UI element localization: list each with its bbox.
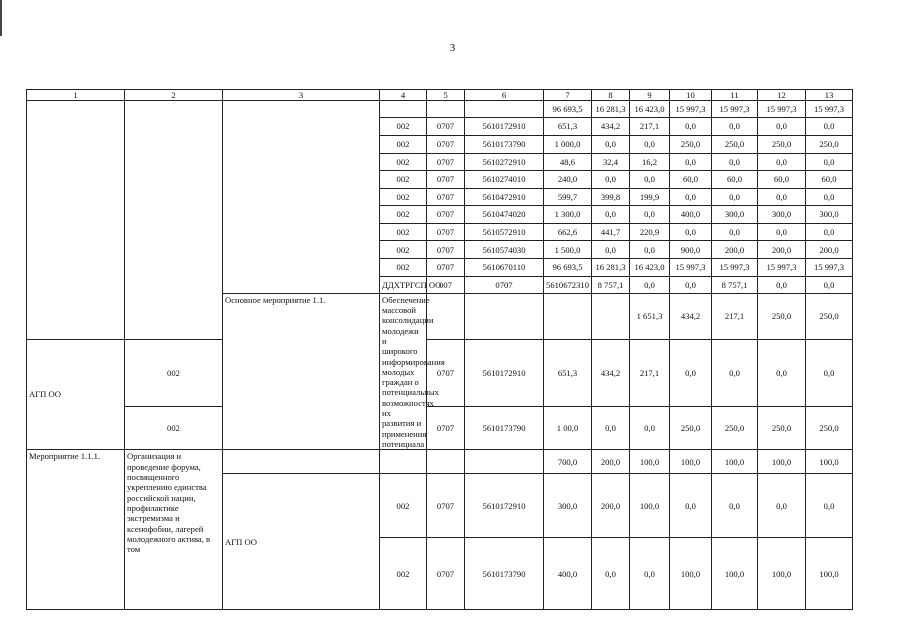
cell-value: 16 423,0 [630, 259, 670, 277]
header-col-9: 9 [630, 90, 670, 101]
cell-col-4: 002 [380, 188, 427, 206]
cell-col-6: 5610572910 [465, 223, 544, 241]
cell-value: 217,1 [630, 339, 670, 407]
cell-value: 96 693,5 [544, 101, 592, 118]
cell-value: 0,0 [670, 339, 712, 407]
cell-col-4 [465, 293, 544, 339]
cell-value: 1 000,0 [544, 135, 592, 153]
cell-value: 8 757,1 [592, 276, 630, 293]
cell-value: 60,0 [712, 171, 758, 189]
event-label: Мероприятие 1.1.1. [27, 450, 125, 610]
cell-value: 0,0 [630, 407, 670, 450]
cell-col-6: 5610173790 [465, 538, 544, 610]
cell-col-6 [592, 293, 630, 339]
cell-col-4: 002 [380, 474, 427, 538]
cell-col-5: 0707 [427, 407, 465, 450]
cell-col-5: 0707 [427, 259, 465, 277]
cell-value: 662,6 [544, 223, 592, 241]
cell-value: 0,0 [630, 538, 670, 610]
cell-value: 32,4 [592, 153, 630, 171]
cell-col-3 [223, 101, 380, 293]
cell-col-4 [380, 101, 427, 118]
cell-value: 0,0 [630, 171, 670, 189]
cell-value: 250,0 [758, 293, 806, 339]
cell-value: 0,0 [712, 188, 758, 206]
cell-value: 0,0 [592, 171, 630, 189]
cell-col-5: 0707 [465, 276, 544, 293]
page-number: 3 [449, 42, 456, 54]
header-col-2: 2 [125, 90, 223, 101]
cell-value: 399,8 [592, 188, 630, 206]
cell-col-5: 0707 [427, 153, 465, 171]
cell-value: 60,0 [806, 171, 853, 189]
cell-col-5: 0707 [427, 135, 465, 153]
cell-col-5: 0707 [427, 339, 465, 407]
cell-col-6: 5610670110 [465, 259, 544, 277]
cell-col-5 [544, 293, 592, 339]
cell-value: 0,0 [670, 474, 712, 538]
cell-value: 200,0 [712, 241, 758, 259]
table-row [27, 101, 853, 118]
scan-edge-mark [0, 0, 2, 36]
cell-value: 0,0 [758, 188, 806, 206]
cell-value: 250,0 [712, 407, 758, 450]
cell-value: 0,0 [670, 188, 712, 206]
cell-col-5 [427, 101, 465, 118]
cell-value: 651,3 [544, 339, 592, 407]
cell-value: 1 500,0 [544, 241, 592, 259]
cell-col-6: 5610172910 [465, 118, 544, 136]
cell-value: 0,0 [712, 474, 758, 538]
cell-value: 400,0 [670, 206, 712, 224]
header-col-4: 4 [380, 90, 427, 101]
header-col-10: 10 [670, 90, 712, 101]
cell-col-4: 002 [125, 407, 223, 450]
cell-col-4: 002 [380, 241, 427, 259]
cell-value: 0,0 [592, 538, 630, 610]
cell-value: 48,6 [544, 153, 592, 171]
cell-col-4: 002 [380, 153, 427, 171]
cell-col-6: 5610274010 [465, 171, 544, 189]
cell-value: 0,0 [758, 223, 806, 241]
cell-value: 0,0 [592, 135, 630, 153]
cell-col-5: 0707 [427, 223, 465, 241]
cell-value: 250,0 [670, 135, 712, 153]
cell-value: 100,0 [806, 450, 853, 474]
cell-col-5: 0707 [427, 171, 465, 189]
cell-col-1 [27, 101, 125, 339]
cell-value: 15 997,3 [670, 101, 712, 118]
cell-value: 300,0 [544, 474, 592, 538]
cell-col-4 [380, 450, 427, 474]
cell-value: 651,3 [544, 118, 592, 136]
cell-value: 0,0 [758, 474, 806, 538]
cell-value: 0,0 [806, 153, 853, 171]
cell-value: 96 693,5 [544, 259, 592, 277]
cell-col-5: 0707 [427, 206, 465, 224]
cell-value: 0,0 [806, 339, 853, 407]
cell-value: 100,0 [806, 538, 853, 610]
cell-value: 0,0 [712, 339, 758, 407]
cell-value: 1 651,3 [630, 293, 670, 339]
cell-col-4: 007 [427, 276, 465, 293]
cell-value: 15 997,3 [712, 259, 758, 277]
cell-value: 0,0 [712, 153, 758, 171]
cell-value: 60,0 [758, 171, 806, 189]
cell-value: 300,0 [806, 206, 853, 224]
cell-value: 0,0 [806, 223, 853, 241]
cell-value: 250,0 [758, 135, 806, 153]
cell-value: 100,0 [630, 474, 670, 538]
cell-value: 15 997,3 [806, 101, 853, 118]
cell-executor: АГП ОО [223, 474, 380, 610]
cell-value: 0,0 [670, 118, 712, 136]
cell-value: 0,0 [758, 153, 806, 171]
cell-value: 0,0 [806, 474, 853, 538]
header-col-5: 5 [427, 90, 465, 101]
cell-col-5: 0707 [427, 241, 465, 259]
event-description: Обеспечение массовой консолидации молодежи и широкого информирования молодых граждан о потенциальных возможностях их развития и применения потенциала [380, 293, 427, 450]
cell-value: 100,0 [630, 450, 670, 474]
table-row [27, 339, 853, 407]
cell-col-5 [427, 450, 465, 474]
cell-value: 250,0 [670, 407, 712, 450]
cell-value: 0,0 [712, 223, 758, 241]
cell-value: 0,0 [670, 153, 712, 171]
cell-value: 16 281,3 [592, 101, 630, 118]
header-col-12: 12 [758, 90, 806, 101]
cell-value: 15 997,3 [670, 259, 712, 277]
cell-value: 16,2 [630, 153, 670, 171]
cell-value: 300,0 [712, 206, 758, 224]
cell-value: 0,0 [806, 276, 853, 293]
cell-value: 0,0 [592, 407, 630, 450]
cell-col-4: 002 [380, 135, 427, 153]
cell-value: 100,0 [758, 538, 806, 610]
cell-value: 0,0 [758, 276, 806, 293]
cell-col-4: 002 [380, 259, 427, 277]
cell-col-6 [465, 101, 544, 118]
cell-col-6: 5610672310 [544, 276, 592, 293]
cell-value: 0,0 [630, 206, 670, 224]
cell-value: 199,9 [630, 188, 670, 206]
cell-value: 599,7 [544, 188, 592, 206]
cell-value: 250,0 [806, 135, 853, 153]
cell-value: 100,0 [670, 538, 712, 610]
header-col-3: 3 [223, 90, 380, 101]
cell-value: 100,0 [712, 538, 758, 610]
cell-value: 434,2 [592, 339, 630, 407]
cell-col-5: 0707 [427, 538, 465, 610]
cell-col-6: 5610272910 [465, 153, 544, 171]
cell-col-2 [125, 101, 223, 339]
cell-col-6: 5610472910 [465, 188, 544, 206]
cell-value: 220,9 [630, 223, 670, 241]
cell-value: 200,0 [592, 474, 630, 538]
cell-col-4: 002 [380, 118, 427, 136]
cell-value: 15 997,3 [806, 259, 853, 277]
cell-col-6: 5610574030 [465, 241, 544, 259]
cell-value: 100,0 [712, 450, 758, 474]
cell-value: 16 423,0 [630, 101, 670, 118]
cell-value: 434,2 [670, 293, 712, 339]
header-row [27, 90, 853, 101]
cell-value: 400,0 [544, 538, 592, 610]
cell-col-6: 5610172910 [465, 474, 544, 538]
cell-value: 100,0 [758, 450, 806, 474]
cell-value: 1 300,0 [544, 206, 592, 224]
cell-value: 217,1 [712, 293, 758, 339]
cell-value: 250,0 [758, 407, 806, 450]
cell-value: 0,0 [758, 339, 806, 407]
cell-col-6: 5610172910 [465, 339, 544, 407]
table-row [27, 450, 853, 474]
cell-value: 0,0 [630, 276, 670, 293]
cell-value: 0,0 [806, 118, 853, 136]
cell-value: 0,0 [630, 135, 670, 153]
cell-col-5: 0707 [427, 474, 465, 538]
cell-value: 60,0 [670, 171, 712, 189]
cell-value: 15 997,3 [758, 101, 806, 118]
cell-col-4: 002 [125, 339, 223, 407]
cell-value: 250,0 [806, 293, 853, 339]
cell-col-6 [465, 450, 544, 474]
cell-value: 0,0 [630, 241, 670, 259]
table-row [27, 407, 853, 450]
cell-value: 0,0 [592, 241, 630, 259]
header-col-6: 6 [465, 90, 544, 101]
event-description: Организация и проведение форума, посвященного укреплению единства российской нации, профилактике экстремизма и ксенофобии, лагерей молодежного актива, в том [125, 450, 223, 610]
cell-value: 217,1 [630, 118, 670, 136]
cell-value: 16 281,3 [592, 259, 630, 277]
budget-table [26, 89, 853, 610]
cell-col-4: 002 [380, 206, 427, 224]
cell-value: 0,0 [670, 276, 712, 293]
cell-value: 0,0 [806, 188, 853, 206]
cell-value: 300,0 [758, 206, 806, 224]
cell-value: 900,0 [670, 241, 712, 259]
cell-col-4: 002 [380, 223, 427, 241]
header-col-11: 11 [712, 90, 758, 101]
event-label: Основное мероприятие 1.1. [223, 293, 380, 450]
cell-executor: ДДХТРГСП ОО [380, 276, 427, 293]
cell-value: 700,0 [544, 450, 592, 474]
cell-value: 250,0 [806, 407, 853, 450]
cell-value: 200,0 [758, 241, 806, 259]
cell-col-5: 0707 [427, 118, 465, 136]
cell-value: 441,7 [592, 223, 630, 241]
cell-executor: АГП ОО [27, 339, 125, 450]
cell-value: 15 997,3 [712, 101, 758, 118]
header-col-8: 8 [592, 90, 630, 101]
cell-col-3 [223, 450, 380, 474]
cell-value: 0,0 [712, 118, 758, 136]
cell-value: 1 00,0 [544, 407, 592, 450]
cell-value: 250,0 [712, 135, 758, 153]
cell-col-4: 002 [380, 171, 427, 189]
cell-value: 15 997,3 [758, 259, 806, 277]
cell-value: 434,2 [592, 118, 630, 136]
cell-col-6: 5610173790 [465, 135, 544, 153]
cell-value: 0,0 [670, 223, 712, 241]
cell-value: 0,0 [592, 206, 630, 224]
cell-col-5: 0707 [427, 188, 465, 206]
cell-value: 200,0 [592, 450, 630, 474]
cell-value: 240,0 [544, 171, 592, 189]
cell-col-6: 5610173790 [465, 407, 544, 450]
cell-value: 200,0 [806, 241, 853, 259]
cell-col-6: 5610474020 [465, 206, 544, 224]
cell-value: 8 757,1 [712, 276, 758, 293]
header-col-7: 7 [544, 90, 592, 101]
cell-col-4: 002 [380, 538, 427, 610]
cell-value: 0,0 [758, 118, 806, 136]
header-col-1: 1 [27, 90, 125, 101]
header-col-13: 13 [806, 90, 853, 101]
cell-value: 100,0 [670, 450, 712, 474]
